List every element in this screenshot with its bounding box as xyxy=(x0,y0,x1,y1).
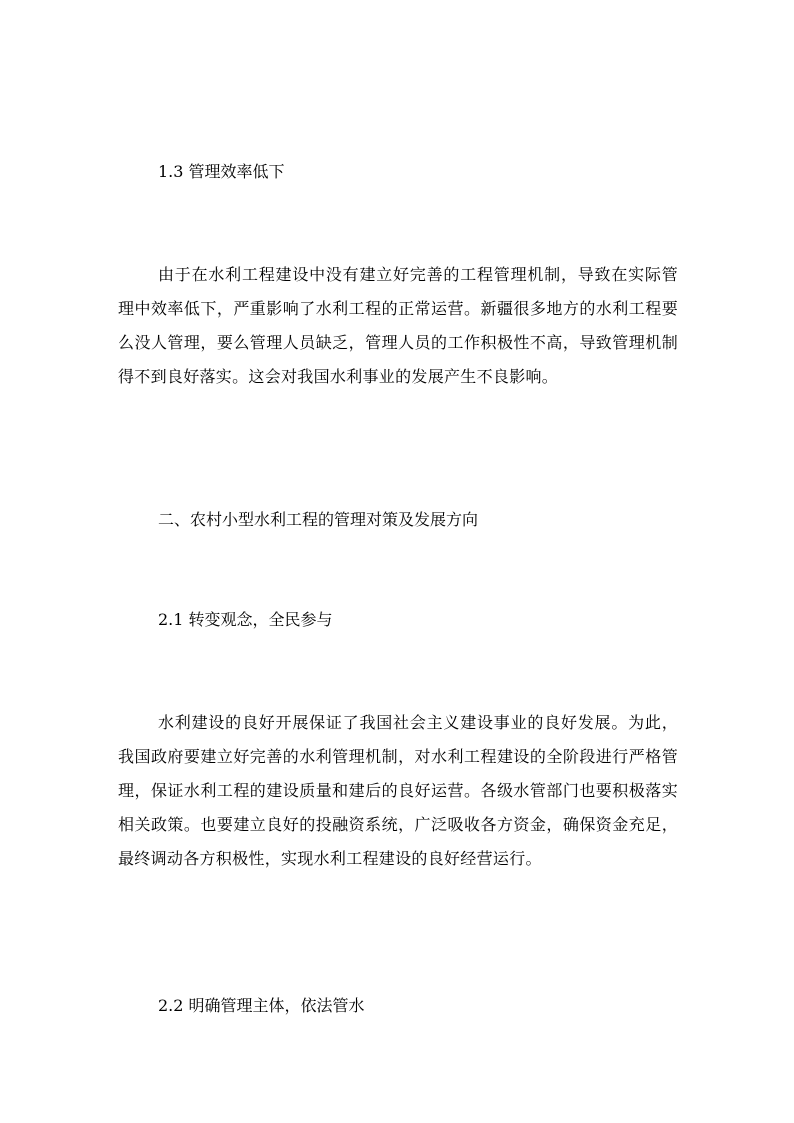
section-heading-2-1: 2.1 转变观念，全民参与 xyxy=(158,610,333,629)
section-heading-2: 二、农村小型水利工程的管理对策及发展方向 xyxy=(158,510,479,529)
section-heading-2-2: 2.2 明确管理主体，依法管水 xyxy=(158,996,365,1015)
paragraph-water-construction: 水利建设的良好开展保证了我国社会主义建设事业的良好发展。为此，我国政府要建立好完善的水利管理机制，对水利工程建设的全阶段进行严格管理，保证水利工程的建设质量和建后的良好运营。各级水管部门也要积极落实相关政策。也要建立良好的投融资系统，广泛吸收各方资金，确保资金充足，最终调动各方积极性，实现水利工程建设的良好经营运行。 xyxy=(118,713,678,868)
section-heading-1-3: 1.3 管理效率低下 xyxy=(158,162,285,181)
paragraph-management-efficiency: 由于在水利工程建设中没有建立好完善的工程管理机制，导致在实际管理中效率低下，严重影响了水利工程的正常运营。新疆很多地方的水利工程要么没人管理，要么管理人员缺乏，管理人员的工作积极性不高，导致管理机制得不到良好落实。这会对我国水利事业的发展产生不良影响。 xyxy=(118,265,678,386)
